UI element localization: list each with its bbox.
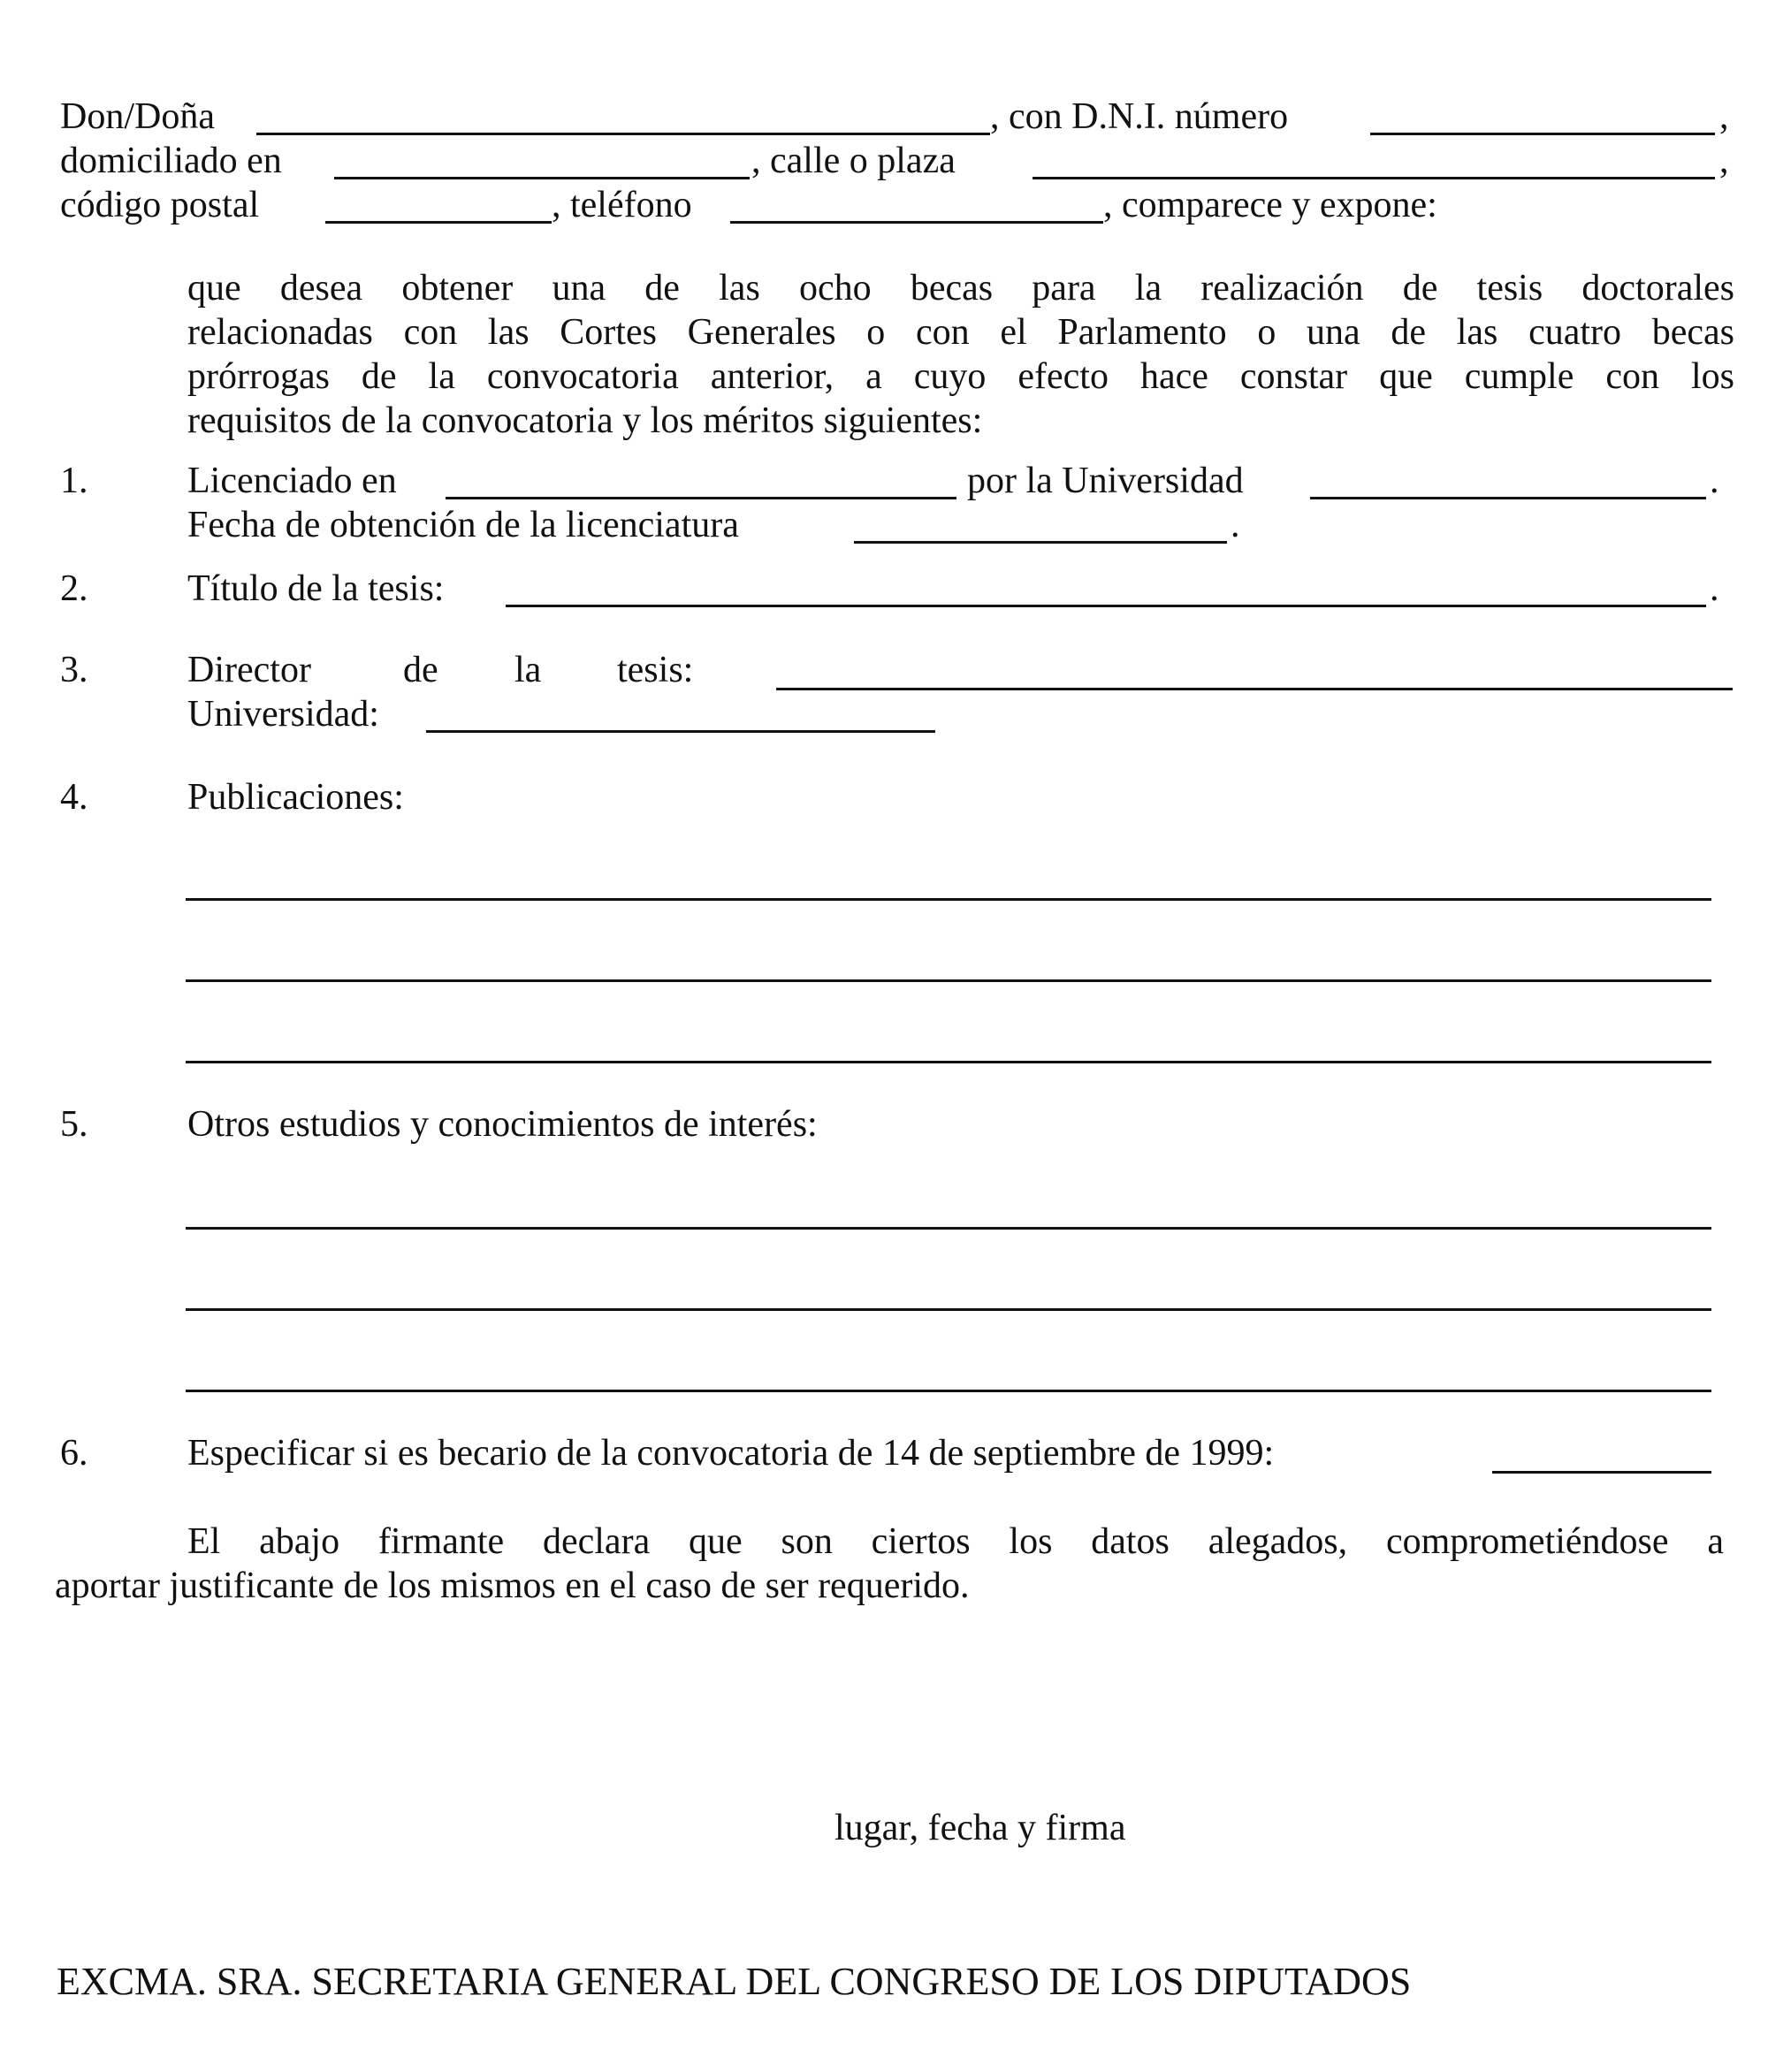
titulo-label: Título de la tesis: [187, 568, 445, 609]
director-word: la [514, 650, 542, 690]
item-number: 6. [60, 1433, 88, 1474]
becario-field[interactable] [1492, 1471, 1711, 1474]
becario-label: Especificar si es becario de la convocatoria de 14 de septiembre de 1999: [187, 1433, 1275, 1474]
telefono-label: , teléfono [552, 185, 692, 225]
director-field[interactable] [776, 688, 1733, 690]
domicilio-field[interactable] [334, 177, 750, 179]
otros-line[interactable] [186, 1227, 1711, 1230]
otros-line[interactable] [186, 1308, 1711, 1311]
period: . [1710, 461, 1719, 501]
dni-label: , con D.N.I. número [990, 96, 1289, 137]
intro-line: que desea obtener una de las ocho becas para la realización de tesis doctorales [187, 268, 1734, 309]
intro-line: prórrogas de la convocatoria anterior, a cuyo efecto hace constar que cumple con los [187, 356, 1734, 397]
item-number: 1. [60, 461, 88, 501]
director-word: Director [187, 650, 311, 690]
intro-line: relacionadas con las Cortes Generales o con el Parlamento o una de las cuatro becas [187, 312, 1734, 353]
licenciado-label: Licenciado en [187, 461, 397, 501]
item-number: 5. [60, 1104, 88, 1145]
cp-field[interactable] [325, 221, 552, 224]
item-number: 4. [60, 777, 88, 818]
universidad-field[interactable] [1310, 497, 1706, 499]
publicaciones-line[interactable] [186, 898, 1711, 901]
calle-field[interactable] [1033, 177, 1715, 179]
fecha-label: Fecha de obtención de la licenciatura [187, 505, 739, 545]
period: . [1231, 505, 1240, 545]
declaration-line: El abajo firmante declara que son ciertos los datos alegados, comprometiéndose a [187, 1521, 1724, 1562]
calle-label: , calle o plaza [751, 141, 956, 181]
publicaciones-line[interactable] [186, 1061, 1711, 1063]
don-label: Don/Doña [60, 96, 215, 137]
item-number: 2. [60, 568, 88, 609]
publicaciones-label: Publicaciones: [187, 777, 404, 818]
licenciado-field[interactable] [446, 497, 956, 499]
comma: , [1719, 96, 1729, 137]
addressee: EXCMA. SRA. SECRETARIA GENERAL DEL CONGRESO DE LOS DIPUTADOS [57, 1960, 1412, 2003]
telefono-field[interactable] [730, 221, 1103, 224]
fecha-field[interactable] [854, 541, 1227, 544]
item-number: 3. [60, 650, 88, 690]
otros-label: Otros estudios y conocimientos de interés: [187, 1104, 818, 1145]
universidad2-label: Universidad: [187, 694, 379, 735]
period: . [1710, 568, 1719, 609]
director-word: tesis: [617, 650, 694, 690]
director-word: de [403, 650, 438, 690]
otros-line[interactable] [186, 1390, 1711, 1392]
declaration-line: aportar justificante de los mismos en el caso de ser requerido. [55, 1565, 970, 1606]
domicilio-label: domiciliado en [60, 141, 282, 181]
dni-field[interactable] [1370, 133, 1715, 135]
comparece-label: , comparece y expone: [1103, 185, 1437, 225]
signature-label: lugar, fecha y firma [834, 1808, 1126, 1848]
intro-line: requisitos de la convocatoria y los méritos siguientes: [187, 400, 983, 441]
universidad2-field[interactable] [426, 730, 935, 733]
comma: , [1719, 141, 1729, 181]
name-field[interactable] [256, 133, 990, 135]
publicaciones-line[interactable] [186, 979, 1711, 982]
universidad-label: por la Universidad [967, 461, 1244, 501]
titulo-field[interactable] [506, 605, 1706, 607]
cp-label: código postal [60, 185, 260, 225]
